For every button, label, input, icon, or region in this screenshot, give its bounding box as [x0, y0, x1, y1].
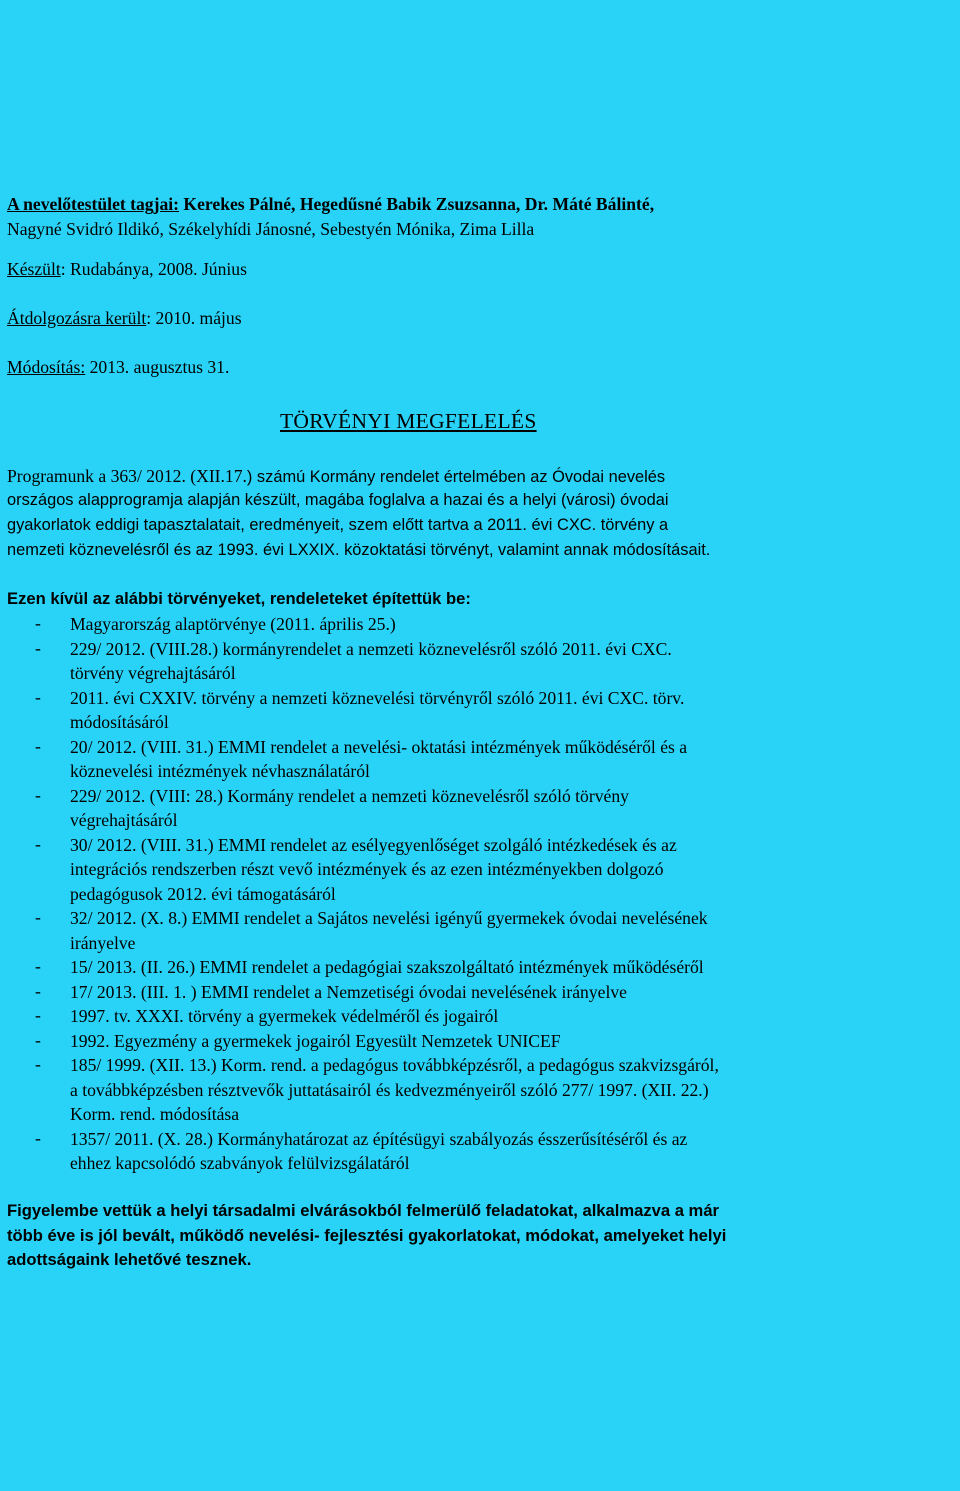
law-item-line: irányelve [70, 932, 136, 953]
law-item-line: pedagógusok 2012. évi támogatásáról [70, 883, 336, 904]
law-item-line: 1357/ 2011. (X. 28.) Kormányhatározat az építésügyi szabályozás ésszerűsítéséről és az [70, 1128, 688, 1149]
closing-line-3: adottságaink lehetővé tesznek. [7, 1250, 252, 1269]
law-item-line: végrehajtásáról [70, 810, 178, 830]
law-item-dash: - [35, 833, 41, 854]
staff-names-c: Nagyné Svidró Ildikó, Székelyhídi Jánosné, [7, 219, 316, 239]
law-item-line: 15/ 2013. (II. 26.) EMMI rendelet a pedagógiai szakszolgáltató intézmények működéséről [70, 957, 704, 977]
law-item-dash: - [35, 686, 41, 707]
law-item-line: Magyarország alaptörvénye (2011. április 25.) [70, 614, 396, 634]
staff-names-a: Kerekes Pálné, Hegedűsné Babik Zsuzsanna, [179, 194, 521, 214]
staff-names-d: Sebestyén Mónika, Zima Lilla [320, 219, 535, 239]
law-item-line: Korm. rend. módosítása [70, 1104, 240, 1124]
revised-label: Átdolgozásra került [7, 308, 147, 328]
closing-line-1: Figyelembe vettük a helyi társadalmi elvárásokból felmerülő feladatokat, alkalmazva a már [7, 1201, 719, 1220]
intro-line-1-serif: Programunk a 363/ 2012. (XII.17. [7, 466, 247, 486]
law-item-line: 1997. tv. XXXI. törvény a gyermekek védelméről és jogairól [70, 1006, 499, 1026]
law-item-dash: - [35, 1054, 41, 1074]
law-item-line: 17/ 2013. (III. 1. ) EMMI rendelet a Nemzetiségi óvodai nevelésének irányelve [70, 981, 627, 1002]
law-item-line: köznevelési intézmények névhasználatáról [70, 761, 370, 781]
intro-line-1-sans: ) számú Kormány rendelet értelmében az Óvodai nevelés [246, 468, 666, 486]
staff-dr: Dr. [524, 194, 549, 214]
intro-line-2: országos alapprogramja alapján készült, magába foglalva a hazai és a helyi (városi) óvodai [7, 491, 669, 509]
law-item-line: 185/ 1999. (XII. 13.) Korm. rend. a pedagógus továbbképzésről, a pedagógus szakvizsgáról, [70, 1055, 719, 1075]
law-item-line: 32/ 2012. (X. 8.) EMMI rendelet a Sajátos nevelési igényű gyermekek óvodai nevelésének [70, 908, 708, 928]
law-item-line: 20/ 2012. (VIII. 31.) EMMI rendelet a nevelési- oktatási intézmények működéséről és a [70, 736, 688, 757]
law-item-line: 2011. évi CXXIV. törvény a nemzeti köznevelési törvényről szóló 2011. évi CXC. törv. [70, 687, 685, 708]
section-title: TÖRVÉNYI MEGFELELÉS [280, 409, 537, 433]
staff-line-2 [7, 218, 534, 240]
staff-line-1 [7, 193, 654, 215]
staff-names-b: Máté Bálinté, [548, 194, 655, 214]
law-item-dash: - [35, 1029, 41, 1050]
intro-line-3: gyakorlatok eddigi tapasztalatait, eredményeit, szem előtt tartva a 2011. évi CXC. törvény a [7, 516, 669, 534]
intro-line-4: nemzeti köznevelésről és az 1993. évi LXXIX. közoktatási törvényt, valamint annak módosításait. [7, 541, 711, 559]
law-item-dash: - [35, 784, 41, 805]
modified-value: 2013. augusztus 31. [85, 357, 230, 377]
law-item-line: integrációs rendszerben részt vevő intézmények és az ezen intézményekben dolgozó [70, 859, 664, 879]
law-item-dash: - [35, 1005, 41, 1025]
law-item-line: ehhez kapcsolódó szabványok felülvizsgálatáról [70, 1153, 410, 1173]
modified-line [7, 356, 229, 378]
law-item-dash: - [35, 637, 41, 658]
law-item-line: módosításáról [70, 712, 169, 732]
laws-heading: Ezen kívül az alábbi törvényeket, rendeleteket építettük be: [7, 589, 471, 608]
law-item-line: 229/ 2012. (VIII: 28.) Kormány rendelet a nemzeti köznevelésről szóló törvény [70, 785, 629, 806]
created-label: Készült [7, 259, 61, 279]
intro-line-1 [7, 465, 665, 488]
law-item-dash: - [35, 1127, 41, 1148]
law-item-dash: - [35, 980, 41, 1001]
revised-line [7, 307, 242, 329]
law-item-dash: - [35, 735, 41, 756]
law-item-dash: - [35, 613, 41, 633]
law-item-line: 229/ 2012. (VIII.28.) kormányrendelet a nemzeti köznevelésről szóló 2011. évi CXC. [70, 638, 672, 659]
law-item-dash: - [35, 907, 41, 927]
law-item-line: 30/ 2012. (VIII. 31.) EMMI rendelet az esélyegyenlőséget szolgáló intézkedések és az [70, 834, 677, 855]
closing-line-2: több éve is jól bevált, működő nevelési- fejlesztési gyakorlatokat, módokat, amelyeket helyi [7, 1226, 727, 1245]
modified-label: Módosítás: [7, 357, 86, 377]
law-item-dash: - [35, 956, 41, 976]
created-line [7, 258, 247, 280]
revised-value: : 2010. május [146, 308, 242, 328]
created-value: : Rudabánya, 2008. Június [60, 259, 247, 279]
staff-label: A nevelőtestület tagjai: [7, 194, 179, 214]
law-item-line: 1992. Egyezmény a gyermekek jogairól Egyesült Nemzetek UNICEF [70, 1030, 561, 1051]
law-item-line: a továbbképzésben résztvevők juttatásairól és kedvezményeiről szóló 277/ 1997. (XII. 22.) [70, 1079, 709, 1100]
law-item-line: törvény végrehajtásáról [70, 663, 236, 683]
